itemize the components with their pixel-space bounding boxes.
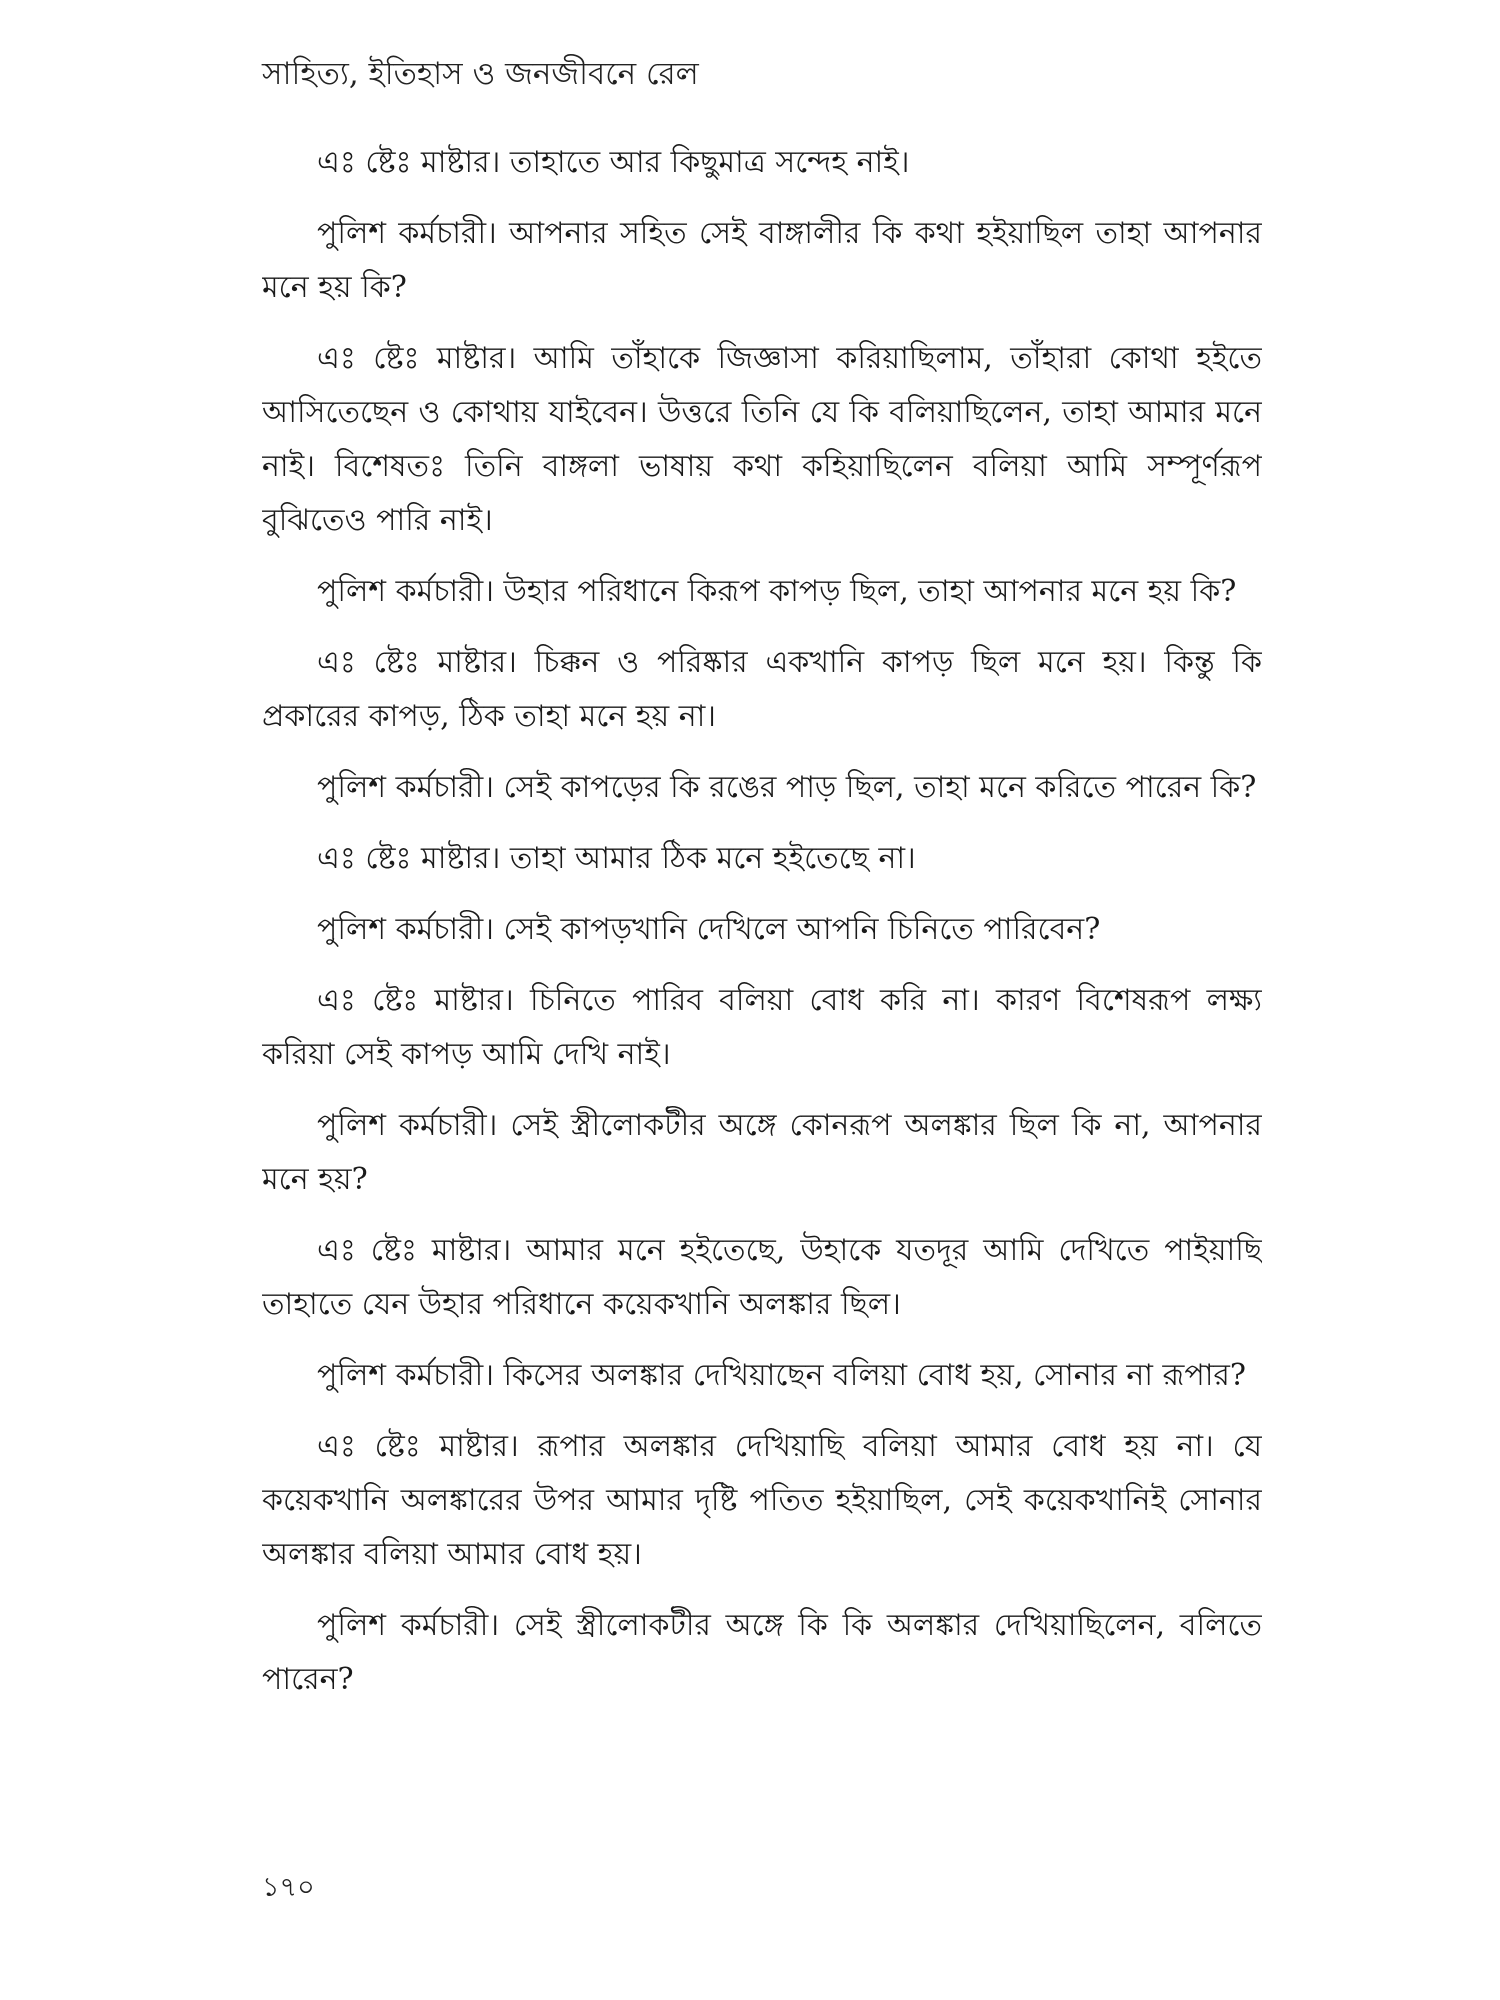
dialogue-paragraph: এঃ ষ্টেঃ মাষ্টার। তাহাতে আর কিছুমাত্র সন্দেহ নাই। bbox=[317, 145, 910, 180]
dialogue-paragraph: পুলিশ কর্মচারী। সেই কাপড়খানি দেখিলে আপনি চিনিতে পারিবেন? bbox=[317, 912, 1101, 947]
running-header: সাহিত্য, ইতিহাস ও জনজীবনে রেল bbox=[262, 56, 699, 92]
dialogue-paragraph: এঃ ষ্টেঃ মাষ্টার। আমার মনে হইতেছে, উহাকে যতদূর আমি দেখিতে পাইয়াছি তাহাতে যেন উহার পরিধানে কয়েকখানি অলঙ্কার ছিল। bbox=[262, 1233, 1262, 1322]
page-number: ১৭০ bbox=[262, 1872, 315, 1903]
dialogue-paragraph: পুলিশ কর্মচারী। আপনার সহিত সেই বাঙ্গালীর কি কথা হইয়াছিল তাহা আপনার মনে হয় কি? bbox=[262, 216, 1262, 305]
dialogue-paragraph: এঃ ষ্টেঃ মাষ্টার। তাহা আমার ঠিক মনে হইতেছে না। bbox=[317, 841, 916, 876]
dialogue-paragraph: এঃ ষ্টেঃ মাষ্টার। চিক্কন ও পরিষ্কার একখানি কাপড় ছিল মনে হয়। কিন্তু কি প্রকারের কাপড়, ঠিক তাহা মনে হয় না। bbox=[262, 645, 1262, 734]
dialogue-paragraph: এঃ ষ্টেঃ মাষ্টার। আমি তাঁহাকে জিজ্ঞাসা করিয়াছিলাম, তাঁহারা কোথা হইতে আসিতেছেন ও কোথায় যাইবেন। উত্তরে তিনি যে কি বলিয়াছিলেন, তাহা আমার মনে নাই। বিশেষতঃ তিনি বাঙ্গলা ভাষায় কথা কহিয়াছিলেন বলিয়া আমি সম্পূর্ণরূপ বুঝিতেও পারি নাই। bbox=[262, 341, 1262, 538]
dialogue-paragraph: পুলিশ কর্মচারী। উহার পরিধানে কিরূপ কাপড় ছিল, তাহা আপনার মনে হয় কি? bbox=[317, 574, 1237, 609]
dialogue-paragraph: পুলিশ কর্মচারী। সেই স্ত্রীলোকটীর অঙ্গে কি কি অলঙ্কার দেখিয়াছিলেন, বলিতে পারেন? bbox=[262, 1608, 1262, 1697]
dialogue-paragraph: পুলিশ কর্মচারী। সেই স্ত্রীলোকটীর অঙ্গে কোনরূপ অলঙ্কার ছিল কি না, আপনার মনে হয়? bbox=[262, 1108, 1262, 1197]
dialogue-paragraph: এঃ ষ্টেঃ মাষ্টার। চিনিতে পারিব বলিয়া বোধ করি না। কারণ বিশেষরূপ লক্ষ্য করিয়া সেই কাপড় আমি দেখি নাই। bbox=[262, 983, 1262, 1072]
dialogue-paragraph: এঃ ষ্টেঃ মাষ্টার। রূপার অলঙ্কার দেখিয়াছি বলিয়া আমার বোধ হয় না। যে কয়েকখানি অলঙ্কারের উপর আমার দৃষ্টি পতিত হইয়াছিল, সেই কয়েকখানিই সোনার অলঙ্কার বলিয়া আমার বোধ হয়। bbox=[262, 1429, 1262, 1572]
dialogue-paragraph: পুলিশ কর্মচারী। সেই কাপড়ের কি রঙের পাড় ছিল, তাহা মনে করিতে পারেন কি? bbox=[317, 770, 1257, 805]
dialogue-paragraph: পুলিশ কর্মচারী। কিসের অলঙ্কার দেখিয়াছেন বলিয়া বোধ হয়, সোনার না রূপার? bbox=[317, 1358, 1246, 1393]
page-body bbox=[262, 136, 1262, 1816]
